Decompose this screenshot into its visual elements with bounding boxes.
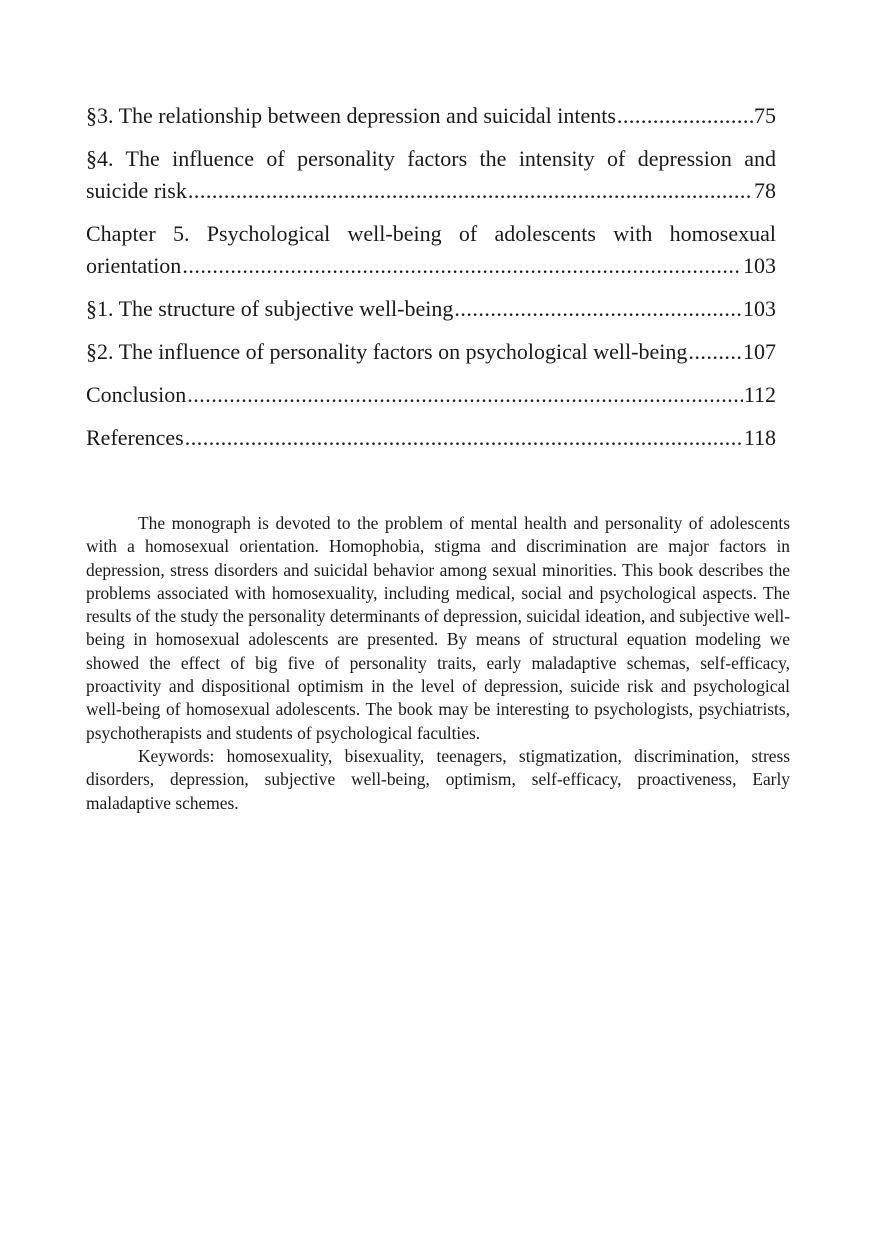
toc-entry-title-line-1: §4. The influence of personality factors the intensity of depression and xyxy=(86,146,776,171)
toc-entry-section-3 xyxy=(86,100,776,132)
toc-entry-page: 75 xyxy=(754,103,776,128)
toc-entry-references xyxy=(86,422,776,454)
toc-entry-chapter-5 xyxy=(86,218,776,282)
toc-leader-dots xyxy=(187,379,743,411)
toc-leader-dots xyxy=(185,422,743,454)
toc-leader-dots xyxy=(182,250,742,282)
toc-entry-page: 107 xyxy=(743,339,776,364)
toc-entry-section-1 xyxy=(86,293,776,325)
toc-entry-section-2 xyxy=(86,336,776,368)
toc-entry-title: §2. The influence of personality factors on psychological well-being xyxy=(86,339,688,364)
toc-entry-page: 103 xyxy=(743,296,776,321)
abstract xyxy=(86,512,790,815)
toc-leader-dots xyxy=(454,293,742,325)
toc-entry-title: Conclusion xyxy=(86,382,187,407)
toc-entry-page: 112 xyxy=(743,382,776,407)
toc-entry-section-4 xyxy=(86,143,776,207)
toc-leader-dots xyxy=(688,336,742,368)
toc-leader-dots xyxy=(617,100,753,132)
toc-entry-title: §3. The relationship between depression and suicidal intents xyxy=(86,103,616,128)
toc-entry-page: 118 xyxy=(743,425,776,450)
abstract-paragraph: The monograph is devoted to the problem of mental health and personality of adolescents with a homosexual orientation. Homophobia, stigma and discrimination are major factors in depression, stress disorders and suicidal behavior among sexual minorities. This book describes the problems associated with homosexuality, including medical, social and psychological aspects. The results of the study the personality determinants of depression, suicidal ideation, and subjective well-being in homosexual adolescents are presented. By means of structural equation modeling we showed the effect of big five of personality traits, early maladaptive schemas, self-efficacy, proactivity and dispositional optimism in the level of depression, suicide risk and psychological well-being of homosexual adolescents. The book may be interesting to psychologists, psychiatrists, psychotherapists and students of psychological faculties. xyxy=(86,513,790,743)
toc-entry-page: 103 xyxy=(743,253,776,278)
table-of-contents xyxy=(86,100,776,465)
toc-entry-title: §1. The structure of subjective well-being xyxy=(86,296,454,321)
toc-entry-title-line-2: suicide risk xyxy=(86,178,187,203)
toc-entry-title-line-2: orientation xyxy=(86,253,182,278)
toc-entry-page: 78 xyxy=(754,178,776,203)
toc-entry-title-line-1: Chapter 5. Psychological well-being of adolescents with homosexual xyxy=(86,221,776,246)
toc-entry-title: References xyxy=(86,425,184,450)
toc-entry-conclusion xyxy=(86,379,776,411)
keywords-paragraph: Keywords: homosexuality, bisexuality, teenagers, stigmatization, discrimination, stress disorders, depression, subjective well-being, optimism, self-efficacy, proactiveness, Early maladaptive schemes. xyxy=(86,745,790,813)
toc-leader-dots xyxy=(188,175,753,207)
